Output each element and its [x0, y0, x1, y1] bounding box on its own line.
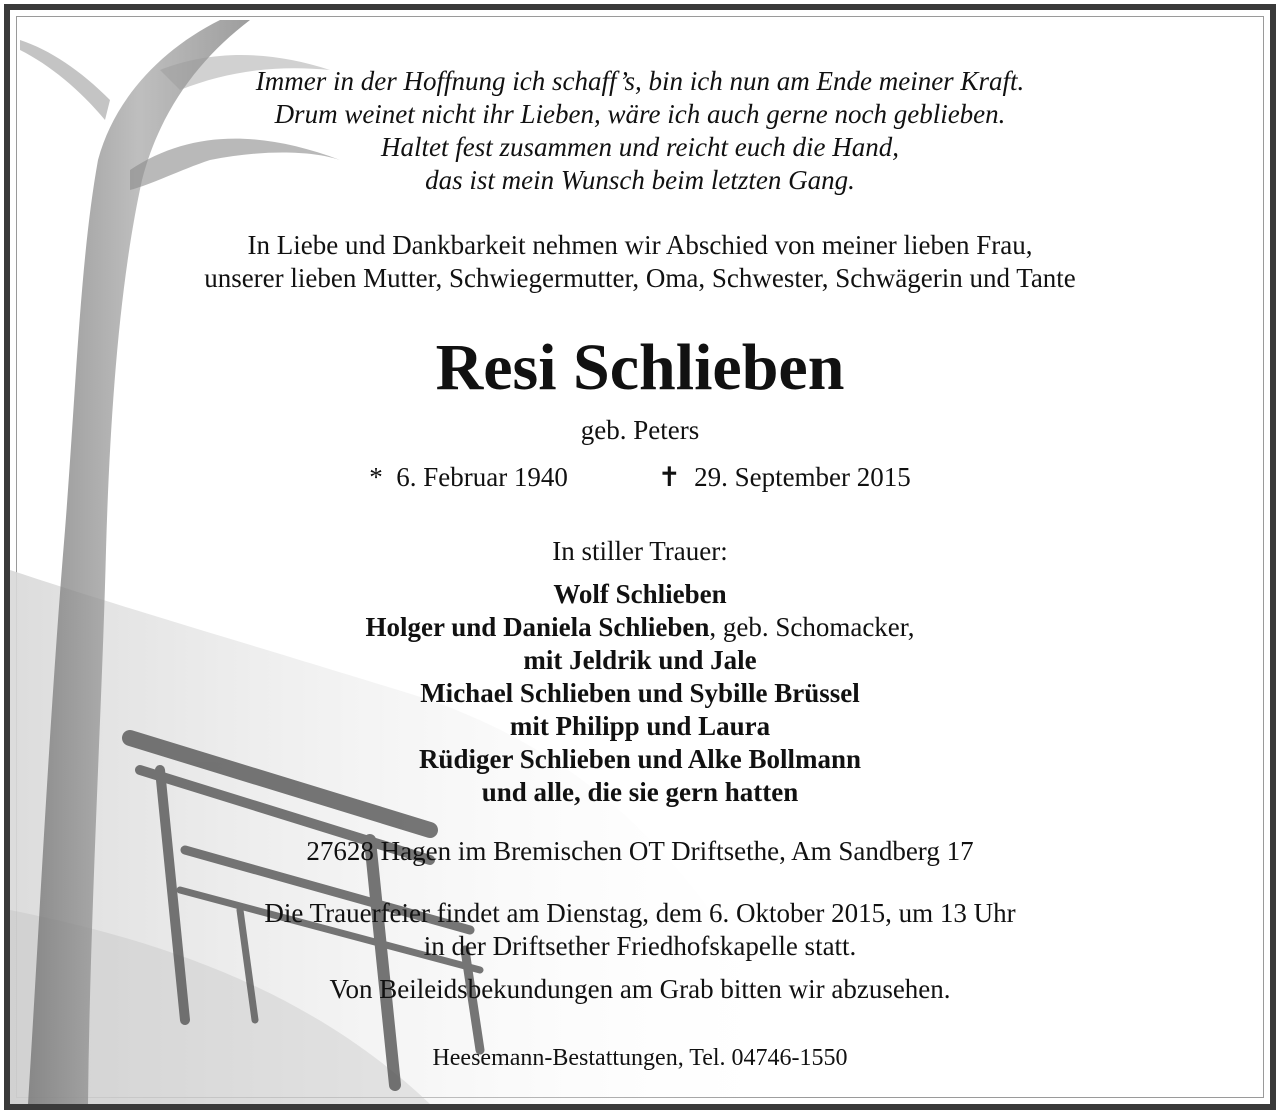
mourner-suffix: , geb. Schomacker,: [709, 612, 915, 642]
mourning-label: In stiller Trauer:: [552, 536, 728, 566]
poem-line: Drum weinet nicht ihr Lieben, wäre ich auch gerne noch geblieben.: [274, 99, 1006, 129]
mourner-line: [10, 578, 1270, 611]
address: 27628 Hagen im Bremischen OT Driftsethe, Am Sandberg 17: [306, 836, 974, 866]
mourner-name: und alle, die sie gern hatten: [481, 777, 799, 807]
mourner-line: [10, 644, 1270, 677]
mourner-line: [10, 710, 1270, 743]
mourner-line: [10, 743, 1270, 776]
undertaker-contact: Heesemann-Bestattungen, Tel. 04746-1550: [432, 1045, 848, 1071]
birth-name: geb. Peters: [580, 415, 700, 445]
service-line: in der Driftsether Friedhofskapelle statt.: [423, 931, 857, 961]
mourner-name: Wolf Schlieben: [553, 579, 727, 609]
deceased-name: Resi Schlieben: [435, 331, 845, 404]
life-dates: [10, 462, 1270, 493]
poem-line: Immer in der Hoffnung ich schaff’s, bin ich nun am Ende meiner Kraft.: [255, 66, 1025, 96]
obituary-text: [10, 10, 1270, 1104]
cross-icon: ✝: [657, 462, 681, 492]
service-line: Die Trauerfeier findet am Dienstag, dem 6. Oktober 2015, um 13 Uhr: [264, 898, 1016, 928]
mourner-name: mit Jeldrik und Jale: [523, 645, 757, 675]
death-date: 29. September 2015: [694, 462, 911, 492]
intro-line: In Liebe und Dankbarkeit nehmen wir Abschied von meiner lieben Frau,: [247, 230, 1033, 260]
mourner-name: mit Philipp und Laura: [509, 711, 771, 741]
intro-line: unserer lieben Mutter, Schwiegermutter, Oma, Schwester, Schwägerin und Tante: [204, 263, 1076, 293]
obituary-frame: [4, 4, 1276, 1110]
mourner-line: [10, 611, 1270, 644]
mourner-line: [10, 677, 1270, 710]
poem-line: Haltet fest zusammen und reicht euch die Hand,: [381, 132, 899, 162]
birth-symbol: *: [369, 462, 383, 492]
condolence-note: Von Beileidsbekundungen am Grab bitten wir abzusehen.: [329, 974, 951, 1004]
mourner-name: Rüdiger Schlieben und Alke Bollmann: [418, 744, 862, 774]
mourner-name: Holger und Daniela Schlieben: [365, 612, 710, 642]
mourner-line: [10, 776, 1270, 809]
poem-line: das ist mein Wunsch beim letzten Gang.: [425, 165, 855, 195]
mourner-name: Michael Schlieben und Sybille Brüssel: [420, 678, 860, 708]
birth-date: 6. Februar 1940: [396, 462, 568, 492]
